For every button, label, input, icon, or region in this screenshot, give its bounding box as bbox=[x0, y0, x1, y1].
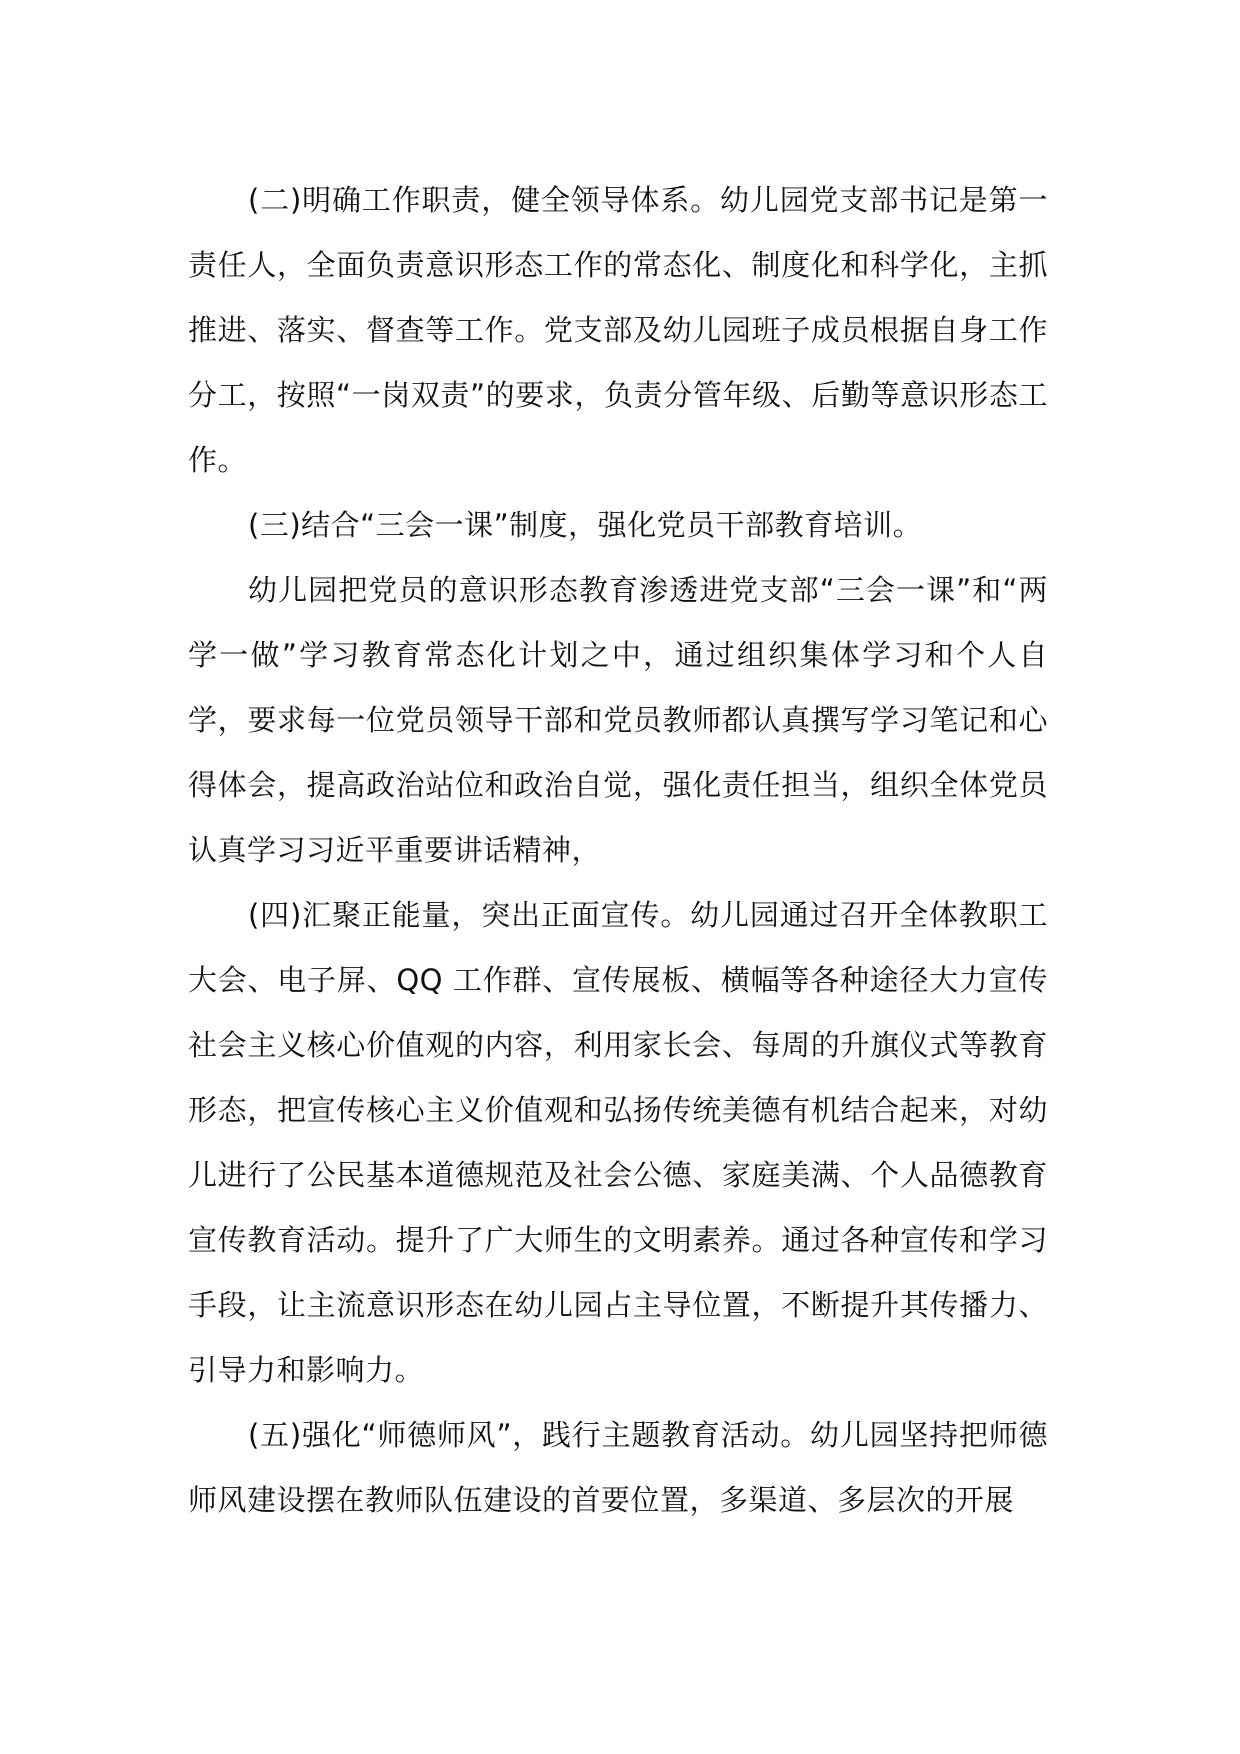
document-body bbox=[188, 168, 1048, 1533]
paragraph-training-body: 幼儿园把党员的意识形态教育渗透进党支部“三会一课”和“两学一做”学习教育常态化计划之中，通过组织集体学习和个人自学，要求每一位党员领导干部和党员教师都认真撰写学习笔记和心得体会，提高政治站位和政治自觉，强化责任担当，组织全体党员认真学习习近平重要讲话精神， bbox=[188, 573, 1048, 867]
paragraph-duty: (二)明确工作职责，健全领导体系。幼儿园党支部书记是第一责任人，全面负责意识形态工作的常态化、制度化和科学化，主抓推进、落实、督查等工作。党支部及幼儿园班子成员根据自身工作分工，按照“一岗双责”的要求，负责分管年级、后勤等意识形态工作。 bbox=[188, 183, 1048, 477]
paragraph-teacher-ethics: (五)强化“师德师风”，践行主题教育活动。幼儿园坚持把师德师风建设摆在教师队伍建设的首要位置，多渠道、多层次的开展 bbox=[188, 1418, 1048, 1517]
paragraph-training-heading: (三)结合“三会一课”制度，强化党员干部教育培训。 bbox=[248, 508, 923, 542]
paragraph-publicity: (四)汇聚正能量，突出正面宣传。幼儿园通过召开全体教职工大会、电子屏、QQ 工作群、宣传展板、横幅等各种途径大力宣传社会主义核心价值观的内容，利用家长会、每周的升旗仪式等教育形态，把宣传核心主义价值观和弘扬传统美德有机结合起来，对幼儿进行了公民基本道德规范及社会公德、家庭美满、个人品德教育宣传教育活动。提升了广大师生的文明素养。通过各种宣传和学习手段，让主流意识形态在幼儿园占主导位置，不断提升其传播力、引导力和影响力。 bbox=[188, 898, 1048, 1387]
